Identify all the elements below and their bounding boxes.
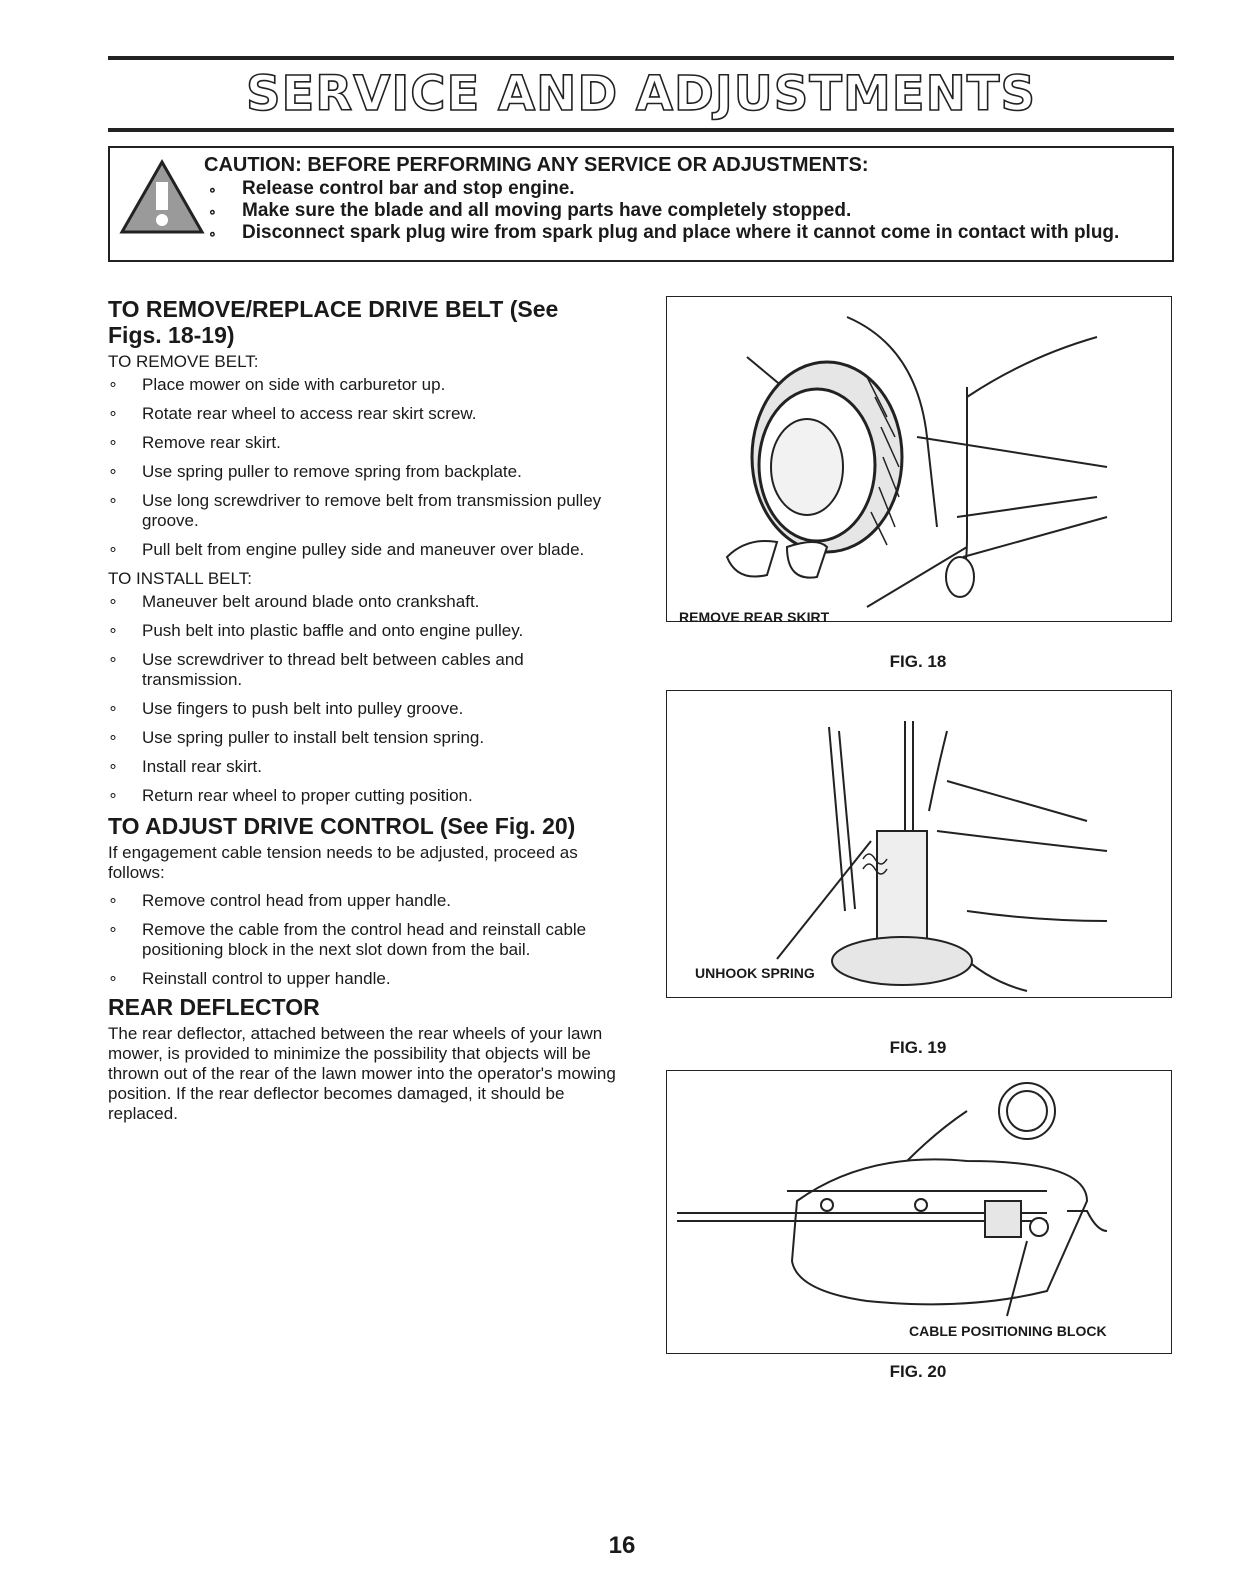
list-item: ∘ Use spring puller to remove spring from backplate. — [108, 462, 616, 482]
list-item: ∘ Rotate rear wheel to access rear skirt screw. — [108, 404, 616, 424]
remove-belt-label: TO REMOVE BELT: — [108, 352, 259, 371]
spring-illustration — [667, 691, 1171, 997]
list-item: ∘ Remove the cable from the control head and reinstall cable positioning block in the next slot down from the bail. — [108, 920, 616, 960]
header-rule-bottom — [108, 128, 1174, 132]
figure-19-caption: FIG. 19 — [889, 1038, 947, 1057]
rear-wheel-illustration — [667, 297, 1171, 621]
list-item: ∘ Reinstall control to upper handle. — [108, 969, 616, 989]
list-item: ∘ Return rear wheel to proper cutting position. — [108, 786, 616, 806]
figure-20 — [666, 1070, 1172, 1354]
list-item: ∘ Use long screwdriver to remove belt from transmission pulley groove. — [108, 491, 616, 531]
caution-item: ∘ Disconnect spark plug wire from spark plug and place where it cannot come in contact with plug. — [208, 222, 1120, 243]
figure-18 — [666, 296, 1172, 625]
figure-19 — [666, 690, 1172, 998]
caution-box — [108, 146, 1174, 262]
caution-item: ∘ Make sure the blade and all moving parts have completely stopped. — [208, 200, 852, 221]
page-number: 16 — [608, 1532, 636, 1559]
caution-heading: CAUTION: BEFORE PERFORMING ANY SERVICE OR ADJUSTMENTS: — [204, 154, 869, 176]
list-item: ∘ Pull belt from engine pulley side and maneuver over blade. — [108, 540, 616, 560]
caution-list — [204, 178, 1119, 244]
instructions-column — [108, 296, 616, 1132]
figure-20-label: CABLE POSITIONING BLOCK — [909, 1323, 1107, 1339]
drive-control-steps — [108, 891, 616, 989]
rear-deflector-text: The rear deflector, attached between the rear wheels of your lawn mower, is provided to minimize the possibility that objects will be thrown out of the rear of the lawn mower into the operator's mowing position. If the rear deflector becomes damaged, it should be replaced. — [108, 1024, 616, 1123]
warning-triangle-icon — [118, 158, 206, 236]
caution-item: ∘ Release control bar and stop engine. — [208, 178, 575, 199]
page-title: SERVICE AND ADJUSTMENTS — [245, 66, 1037, 122]
figure-18-label: REMOVE REAR SKIRT — [679, 609, 830, 625]
drive-belt-heading: TO REMOVE/REPLACE DRIVE BELT (See Figs. 18-19) — [108, 296, 559, 348]
install-belt-label: TO INSTALL BELT: — [108, 569, 252, 588]
install-belt-steps — [108, 592, 616, 806]
list-item: ∘ Use screwdriver to thread belt between cables and transmission. — [108, 650, 616, 690]
list-item: ∘ Place mower on side with carburetor up. — [108, 375, 616, 395]
list-item: ∘ Maneuver belt around blade onto crankshaft. — [108, 592, 616, 612]
figure-19-label: UNHOOK SPRING — [695, 965, 815, 981]
drive-control-intro: If engagement cable tension needs to be adjusted, proceed as follows: — [108, 843, 578, 882]
list-item: ∘ Push belt into plastic baffle and onto engine pulley. — [108, 621, 616, 641]
list-item: ∘ Remove rear skirt. — [108, 433, 616, 453]
list-item: ∘ Install rear skirt. — [108, 757, 616, 777]
list-item: ∘ Use spring puller to install belt tension spring. — [108, 728, 616, 748]
remove-belt-steps — [108, 375, 616, 560]
control-head-illustration — [667, 1071, 1171, 1353]
figure-18-caption: FIG. 18 — [889, 652, 947, 671]
header-rule-top — [108, 56, 1174, 60]
rear-deflector-heading: REAR DEFLECTOR — [108, 994, 320, 1020]
drive-control-heading: TO ADJUST DRIVE CONTROL (See Fig. 20) — [108, 813, 576, 839]
list-item: ∘ Use fingers to push belt into pulley groove. — [108, 699, 616, 719]
figure-20-caption: FIG. 20 — [889, 1362, 947, 1381]
list-item: ∘ Remove control head from upper handle. — [108, 891, 616, 911]
